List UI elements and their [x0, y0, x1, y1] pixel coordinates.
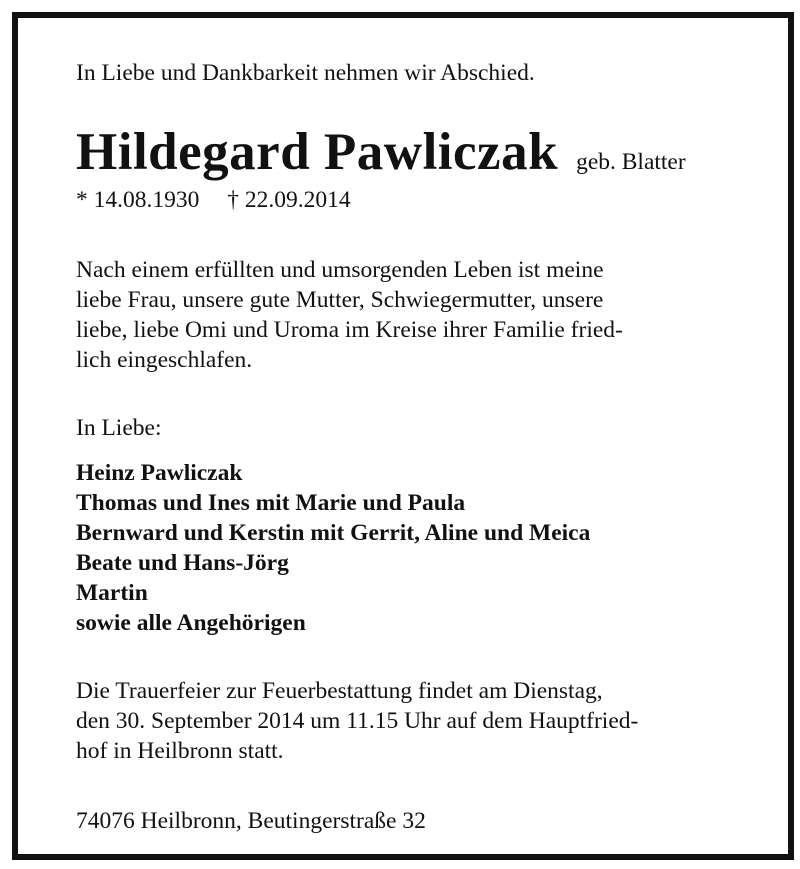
farewell-intro: In Liebe und Dankbarkeit nehmen wir Abschied. — [76, 60, 535, 86]
mourner-entry: Heinz Pawliczak — [76, 460, 243, 486]
family-address: 74076 Heilbronn, Beutingerstraße 32 — [76, 808, 426, 834]
mourner-entry: sowie alle Angehörigen — [76, 610, 306, 636]
mourner-entry: Beate und Hans-Jörg — [76, 550, 289, 576]
in-love-label: In Liebe: — [76, 415, 162, 441]
birth-date: * 14.08.1930 — [76, 187, 200, 213]
ceremony-line: hof in Heilbronn statt. — [76, 738, 284, 764]
message-line: lich eingeschlafen. — [76, 347, 253, 373]
ceremony-line: Die Trauerfeier zur Feuerbestattung findet am Dienstag, — [76, 678, 603, 704]
obituary-content — [76, 58, 756, 836]
mourner-entry: Thomas und Ines mit Marie und Paula — [76, 490, 466, 516]
message-line: liebe, liebe Omi und Uroma im Kreise ihrer Familie fried- — [76, 317, 623, 343]
birth-name: geb. Blatter — [576, 149, 686, 175]
life-dates — [76, 185, 756, 215]
mourner-entry: Bernward und Kerstin mit Gerrit, Aline und Meica — [76, 520, 591, 546]
obituary-message — [76, 255, 756, 375]
message-line: liebe Frau, unsere gute Mutter, Schwiegermutter, unsere — [76, 287, 604, 313]
deceased-name: Hildegard Pawliczak — [76, 123, 559, 181]
message-line: Nach einem erfüllten und umsorgenden Leben ist meine — [76, 257, 604, 283]
obituary-frame — [12, 12, 794, 860]
deceased-name-row — [76, 124, 756, 180]
mourners-list — [76, 458, 756, 638]
funeral-ceremony-notice — [76, 676, 756, 766]
ceremony-line: den 30. September 2014 um 11.15 Uhr auf dem Hauptfried- — [76, 708, 639, 734]
mourner-entry: Martin — [76, 580, 148, 606]
death-date: † 22.09.2014 — [227, 187, 351, 213]
